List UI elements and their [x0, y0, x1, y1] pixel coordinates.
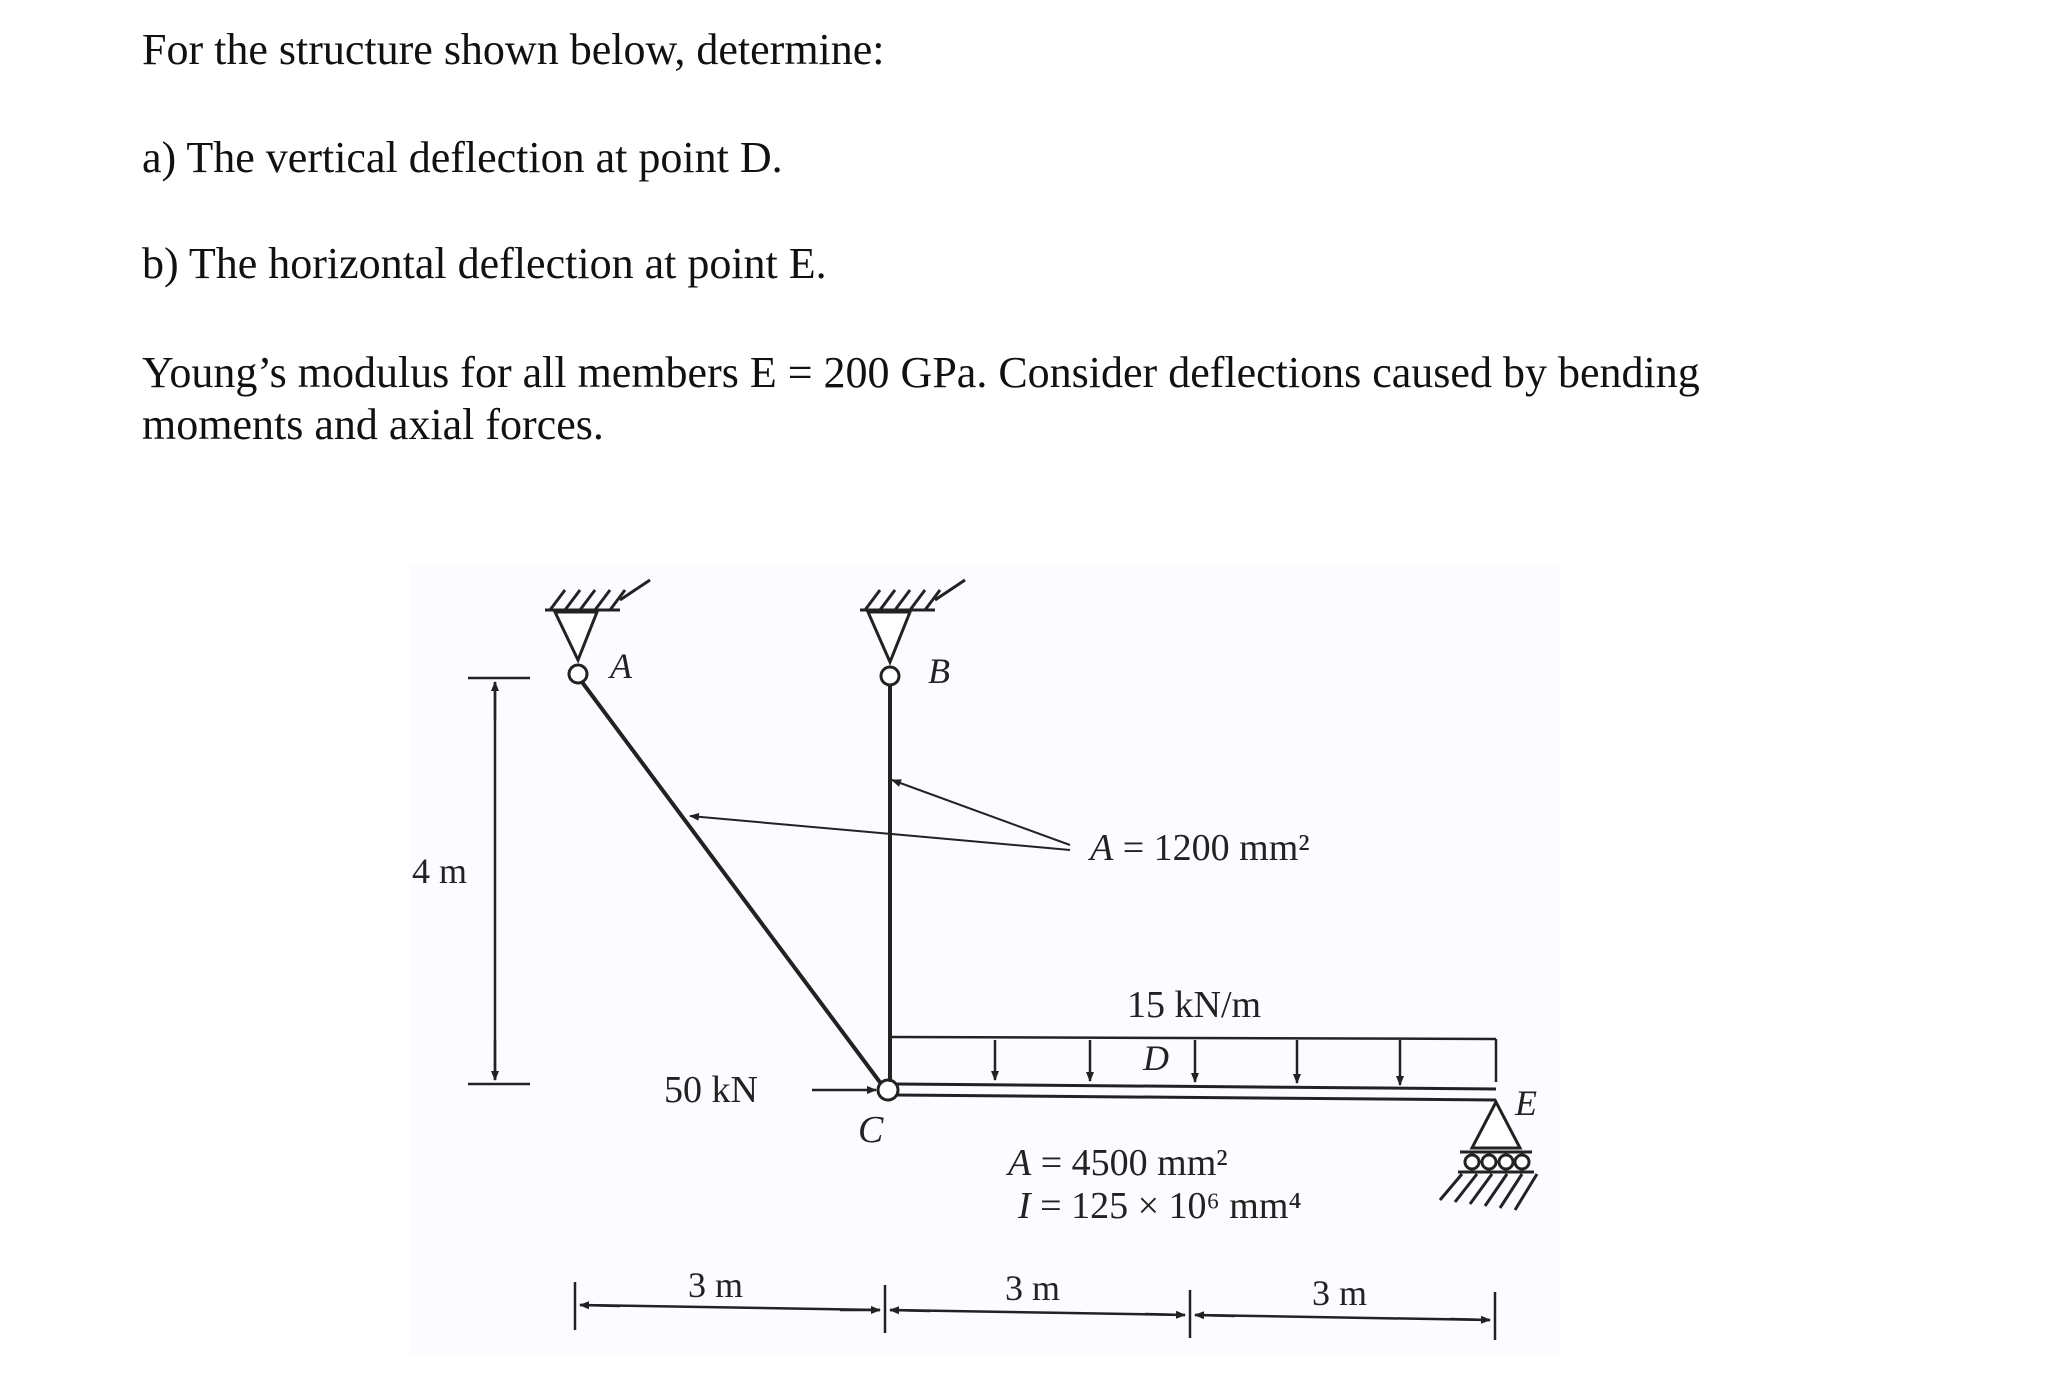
problem-intro: For the structure shown below, determine: [142, 25, 885, 74]
modulus-statement-line1: Young’s modulus for all members E = 200 GPa. Consider deflections caused by bending [142, 348, 1700, 397]
point-d-label: D [1143, 1038, 1169, 1078]
point-a-label: A [610, 646, 632, 686]
span-1-label: 3 m [688, 1265, 744, 1305]
point-load-label: 50 kN [664, 1069, 758, 1111]
point-e-label: E [1515, 1083, 1537, 1123]
span-2-label: 3 m [1005, 1268, 1061, 1308]
part-a-question: a) The vertical deflection at point D. [142, 133, 783, 182]
distributed-load-label: 15 kN/m [1127, 984, 1262, 1026]
point-c-label: C [858, 1109, 884, 1151]
beam-area-label: A = 4500 mm² [1008, 1142, 1228, 1184]
height-label: 4 m [412, 851, 468, 891]
beam-inertia-label: I = 125 × 10⁶ mm⁴ [1018, 1185, 1302, 1227]
span-3-label: 3 m [1312, 1273, 1368, 1313]
part-b-question: b) The horizontal deflection at point E. [142, 239, 827, 288]
truss-area-label: A = 1200 mm² [1090, 827, 1310, 869]
point-b-label: B [928, 651, 950, 691]
modulus-statement-line2: moments and axial forces. [142, 400, 604, 449]
joint-c [878, 1080, 898, 1100]
